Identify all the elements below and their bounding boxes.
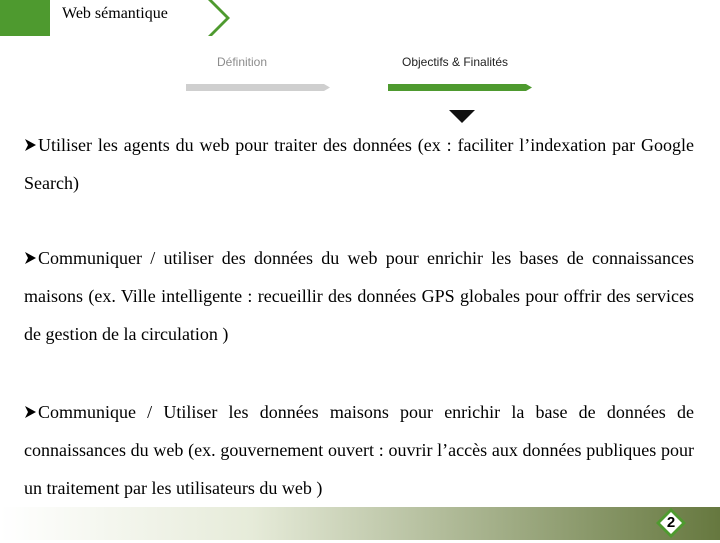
- paragraph-1-line-2: par Google Search): [24, 135, 694, 193]
- page-number: 2: [666, 514, 676, 531]
- bullet-paragraph-2: [24, 239, 694, 353]
- bullet-paragraph-1: [24, 126, 694, 202]
- content-body: [24, 126, 694, 507]
- arrowhead-bullet-icon: [24, 239, 38, 277]
- tab-definition[interactable]: Définition: [217, 55, 268, 69]
- tab-objectifs[interactable]: Objectifs & Finalités: [402, 55, 509, 69]
- bullet-paragraph-3: [24, 393, 694, 507]
- paragraph-3-line-2: de connaissances du web (ex. gouvernement ouvert : ouvrir l’accès aux données: [24, 402, 694, 460]
- paragraph-2-line-1: Communiquer / utiliser des données du web pour enrichir les bases de: [38, 248, 584, 268]
- page-title: Web sémantique: [62, 5, 168, 22]
- paragraph-2-line-2: connaissances maisons (ex. Ville intelligente : recueillir des données GPS: [24, 248, 694, 306]
- tab-objectifs-bar: [388, 84, 532, 91]
- paragraph-1-line-1: Utiliser les agents du web pour traiter des données (ex : faciliter l’indexation: [38, 135, 607, 155]
- footer-band: [0, 507, 720, 540]
- paragraph-3-line-1: Communique / Utiliser les données maisons pour enrichir la base de données: [38, 402, 666, 422]
- arrowhead-bullet-icon: [24, 126, 38, 164]
- arrowhead-bullet-icon: [24, 393, 38, 431]
- paragraph-3-line-3: publiques pour un traitement par les utilisateurs du web ): [24, 440, 694, 498]
- title-banner: [0, 0, 230, 36]
- paragraph-2-line-3: globales pour offrir des services de gestion de la circulation ): [24, 286, 694, 344]
- tab-definition-bar: [186, 84, 330, 91]
- page-number-badge: [656, 508, 686, 538]
